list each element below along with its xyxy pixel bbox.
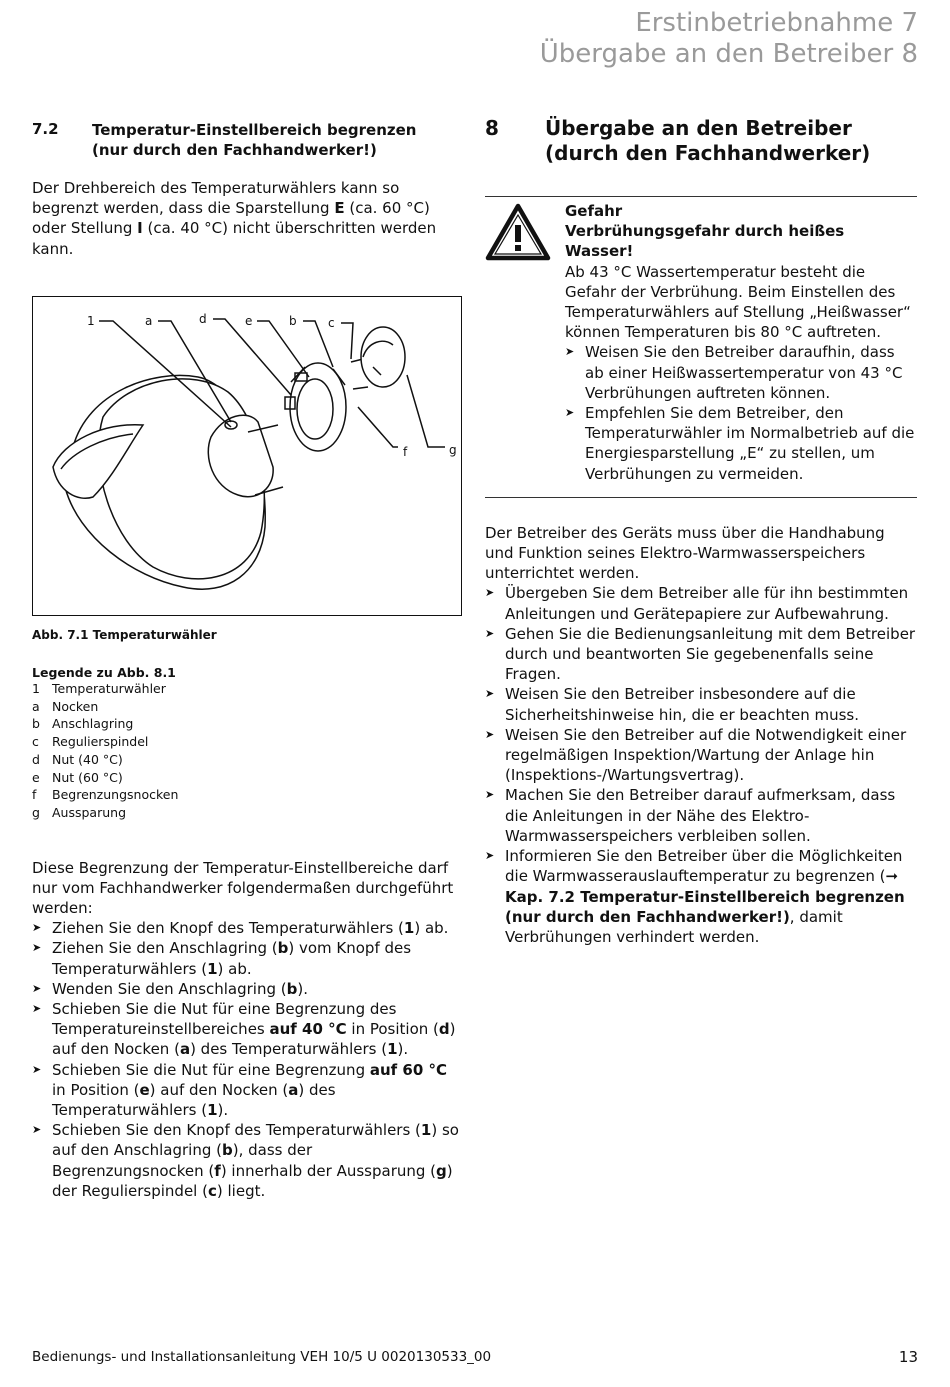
running-header	[540, 8, 918, 70]
legend-item: e Nut (60 °C)	[32, 769, 123, 785]
step-4: ➤ Schieben Sie die Nut für eine Begrenzung des Temperatureinstellbereiches auf 40 °C in Position (d) auf den Nocken (a) des Temperaturwählers (1).	[32, 999, 464, 1060]
figure-label-f: f	[403, 445, 408, 459]
chapter-title-line-1: Übergabe an den Betreiber	[545, 116, 852, 140]
figure-label-d: d	[199, 312, 207, 326]
chapter-number: 8	[485, 116, 499, 140]
header-chapter-7: Erstinbetriebnahme 7	[635, 8, 918, 38]
procedure-steps	[32, 918, 464, 1201]
step-2: ➤ Ziehen Sie den Anschlagring (b) vom Knopf des Temperaturwählers (1) ab.	[32, 938, 464, 978]
warning-triangle-icon	[485, 203, 551, 261]
section-7-2-heading	[32, 120, 464, 160]
handover-item: ➤ Übergeben Sie dem Betreiber alle für ihn bestimmten Anleitungen und Gerätepapiere zur Aufbewahrung.	[485, 583, 917, 623]
legend-item: b Anschlagring	[32, 716, 134, 732]
handover-item: ➤ Machen Sie den Betreiber darauf aufmerksam, dass die Anleitungen in der Nähe des Elektro-Warmwasserspeichers verbleiben sollen.	[485, 785, 917, 846]
right-column	[485, 116, 917, 947]
cross-reference: ➞ Kap. 7.2 Temperatur-Einstellbereich begrenzen (nur durch den Fachhandwerker!)	[505, 867, 905, 926]
step-5: ➤ Schieben Sie die Nut für eine Begrenzung auf 60 °C in Position (e) auf den Nocken (a) des Temperaturwählers (1).	[32, 1060, 464, 1121]
legend-item: f Begrenzungsnocken	[32, 787, 179, 803]
procedure-intro: Diese Begrenzung der Temperatur-Einstellbereiche darf nur vom Fachhandwerker folgendermaßen durchgeführt werden:	[32, 858, 454, 918]
step-3: ➤ Wenden Sie den Anschlagring (b).	[32, 979, 464, 999]
danger-warning-box	[485, 196, 917, 498]
figure-label-b: b	[289, 314, 297, 328]
figure-label-g: g	[449, 443, 457, 457]
warning-title: Verbrühungsgefahr durch heißes Wasser!	[565, 222, 845, 261]
figure-label-1: 1	[87, 314, 95, 328]
intro-text-1: Der Drehbereich des Temperaturwählers kann so begrenzt werden, dass die Sparstellung	[32, 179, 400, 218]
section-8-heading	[485, 116, 917, 166]
page-number: 13	[898, 1348, 918, 1366]
chapter-title-line-2: (durch den Fachhandwerker)	[545, 141, 871, 165]
step-6: ➤ Schieben Sie den Knopf des Temperaturwählers (1) so auf den Anschlagring (b), dass der Begrenzungsnocken (f) innerhalb der Aussparung (g) der Regulierspindel (c) liegt.	[32, 1120, 464, 1201]
legend-list	[32, 680, 464, 822]
footer-document-title: Bedienungs- und Installationsanleitung VEH 10/5 U 0020130533_00	[32, 1349, 492, 1365]
handover-paragraph: Der Betreiber des Geräts muss über die Handhabung und Funktion seines Elektro-Warmwasserspeichers unterrichtet werden.	[485, 523, 885, 583]
handover-item: ➤ Weisen Sie den Betreiber auf die Notwendigkeit einer regelmäßigen Inspektion/Wartung der Anlage hin (Inspektions-/Wartungsvertrag).	[485, 725, 917, 786]
section-number: 7.2	[32, 120, 59, 138]
legend-item: d Nut (40 °C)	[32, 751, 123, 767]
intro-text-2: (ca. 60 °C) oder Stellung	[32, 199, 430, 238]
intro-setting-i: I	[137, 219, 143, 238]
handover-item: ➤ Informieren Sie den Betreiber über die Möglichkeiten die Warmwasserauslauftemperatur zu begrenzen (➞ Kap. 7.2 Temperatur-Einstellbereich begrenzen (nur durch den Fachhandwerker!), damit Verbrühungen verhindert werden.	[485, 846, 917, 947]
legend-item: a Nocken	[32, 698, 99, 714]
handover-item: ➤ Gehen Sie die Bedienungsanleitung mit dem Betreiber durch und beantworten Sie gegebenenfalls seine Fragen.	[485, 624, 917, 685]
intro-setting-e: E	[334, 199, 345, 218]
step-1: ➤ Ziehen Sie den Knopf des Temperaturwählers (1) ab.	[32, 918, 464, 938]
figure-caption-area	[32, 628, 464, 1201]
figure-temperature-selector	[32, 296, 462, 616]
header-chapter-8: Übergabe an den Betreiber 8	[539, 39, 918, 69]
legend-item: 1 Temperaturwähler	[32, 681, 166, 696]
figure-label-c: c	[328, 316, 335, 330]
temperature-selector-drawing	[33, 297, 461, 615]
warning-label: Gefahr	[565, 202, 623, 220]
section-title-line-2: (nur durch den Fachhandwerker!)	[92, 141, 377, 159]
warning-instructions	[565, 342, 917, 483]
handover-item: ➤ Weisen Sie den Betreiber insbesondere auf die Sicherheitshinweise hin, die er beachten muss.	[485, 684, 917, 724]
figure-label-a: a	[145, 314, 153, 328]
section-title-line-1: Temperatur-Einstellbereich begrenzen	[92, 121, 417, 139]
intro-text-3: (ca. 40 °C) nicht überschritten werden kann.	[32, 219, 437, 258]
legend-item: c Regulierspindel	[32, 734, 149, 750]
figure-caption: Abb. 7.1 Temperaturwähler	[32, 628, 217, 642]
warning-item: ➤ Weisen Sie den Betreiber daraufhin, dass ab einer Heißwassertemperatur von 43 °C Verbrühungen auftreten können.	[565, 342, 917, 403]
handover-steps	[485, 583, 917, 947]
legend-title: Legende zu Abb. 8.1	[32, 665, 176, 680]
figure-label-e: e	[245, 314, 253, 328]
legend-item: g Aussparung	[32, 804, 127, 820]
warning-item: ➤ Empfehlen Sie dem Betreiber, den Temperaturwähler im Normalbetrieb auf die Energiesparstellung „E“ zu stellen, um Verbrühungen zu vermeiden.	[565, 403, 917, 484]
intro-paragraph	[32, 178, 464, 259]
warning-text: Ab 43 °C Wassertemperatur besteht die Gefahr der Verbrühung. Beim Einstellen des Temperaturwählers auf Stellung „Heißwasser“ können Temperaturen bis 80 °C auftreten.	[565, 262, 911, 342]
warning-content	[565, 201, 917, 484]
left-column	[32, 120, 464, 1200]
